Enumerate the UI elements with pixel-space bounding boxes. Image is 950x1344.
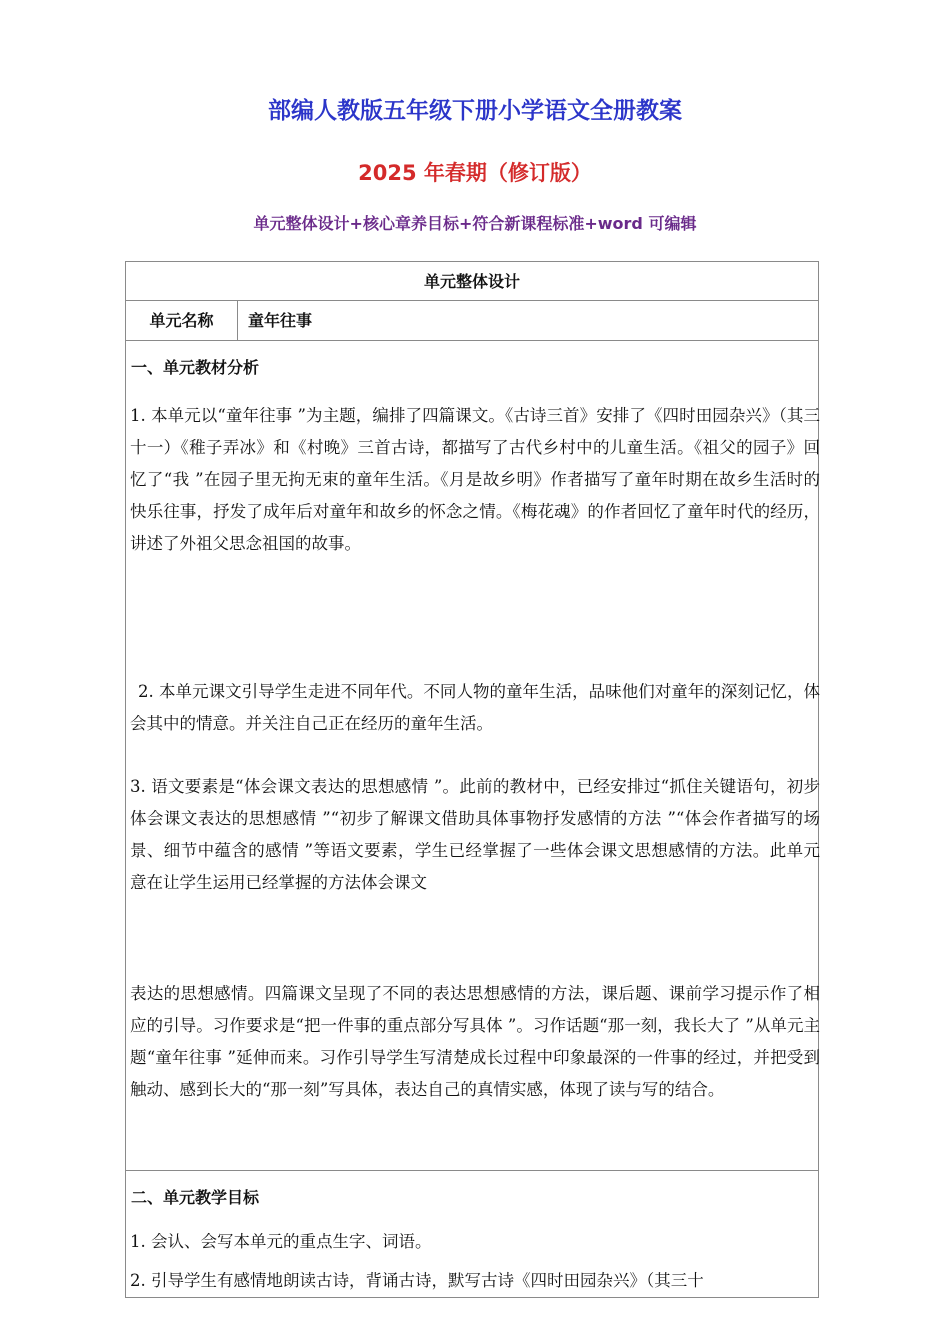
section-heading: 二、单元教学目标: [131, 1188, 260, 1207]
unit-design-table: [125, 261, 819, 1298]
list-item: 2. 引导学生有感情地朗读古诗，背诵古诗，默写古诗《四时田园杂兴》（其三十: [130, 1271, 704, 1290]
unit-name-label: 单元名称: [126, 301, 238, 340]
paragraph: 2. 本单元课文引导学生走进不同年代。不同人物的童年生活，品味他们对童年的深刻记忆，体会其中的情意。并关注自己正在经历的童年生活。: [130, 682, 820, 733]
unit-name-row: [126, 301, 818, 341]
paragraph: 1. 本单元以“童年往事 ”为主题，编排了四篇课文。《古诗三首》安排了《四时田园杂兴》（其三十一）《稚子弄冰》和《村晚》三首古诗，都描写了古代乡村中的儿童生活。《祖父的园子》回忆了“我 ”在园子里无拘无束的童年生活。《月是故乡明》作者描写了童年时期在故乡生活时的快乐往事，抒发了成年后对童年和故乡的怀念之情。《梅花魂》的作者回忆了童年时代的经历，讲述了外祖父思念祖国的故事。: [130, 406, 820, 553]
list-item: 1. 会认、会写本单元的重点生字、词语。: [130, 1232, 432, 1251]
unit-name-value: 童年往事: [248, 311, 313, 330]
document-title: 部编人教版五年级下册小学语文全册教案: [268, 98, 682, 124]
section-material-analysis: [126, 341, 818, 1171]
table-header: 单元整体设计: [126, 262, 818, 301]
document-subtitle: 2025 年春期（修订版）: [358, 161, 592, 185]
section-heading: 一、单元教材分析: [131, 358, 260, 377]
document-tagline: 单元整体设计+核心章养目标+符合新课程标准+word 可编辑: [253, 214, 697, 233]
paragraph: 表达的思想感情。四篇课文呈现了不同的表达思想感情的方法，课后题、课前学习提示作了相应的引导。习作要求是“把一件事的重点部分写具体 ”。习作话题“那一刻，我长大了 ”从单元主题“童年往事 ”延伸而来。习作引导学生写清楚成长过程中印象最深的一件事的经过，并把受到触动、感到长大的“那一刻”写具体，表达自己的真情实感，体现了读与写的结合。: [130, 984, 820, 1099]
paragraph: 3. 语文要素是“体会课文表达的思想感情 ”。此前的教材中，已经安排过“抓住关键语句，初步体会课文表达的思想感情 ”“初步了解课文借助具体事物抒发感情的方法 ”“体会作者描写的场景、细节中蕴含的感情 ”等语文要素，学生已经掌握了一些体会课文思想感情的方法。此单元意在让学生运用已经掌握的方法体会课文: [130, 777, 820, 892]
section-teaching-goals: [126, 1171, 818, 1297]
